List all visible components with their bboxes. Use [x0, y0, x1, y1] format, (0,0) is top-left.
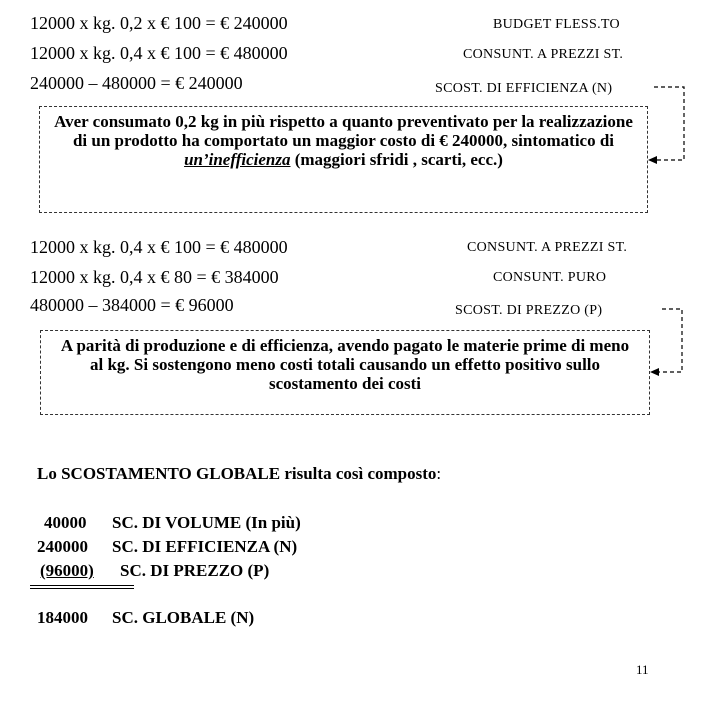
calc-consuntivo-puro-line: 12000 x kg. 0,4 x € 80 = € 384000 [30, 267, 279, 287]
page-number: 11 [636, 662, 649, 677]
calc-consuntivo-standard-line: 12000 x kg. 0,4 x € 100 = € 480000 [30, 237, 288, 257]
summary-total-amount: 184000 [37, 608, 88, 627]
label-consuntivo-puro: CONSUNT. PURO [493, 270, 607, 285]
calc-consuntivo-line: 12000 x kg. 0,4 x € 100 = € 480000 [30, 43, 288, 63]
label-scostamento-prezzo: SCOST. DI PREZZO (P) [455, 303, 603, 318]
label-consuntivo-prezzi-standard: CONSUNT. A PREZZI ST. [463, 47, 624, 62]
summary-row-efficiency-label: SC. DI EFFICIENZA (N) [112, 537, 298, 556]
calc-price-difference-line: 480000 – 384000 = € 96000 [30, 295, 234, 315]
summary-heading: Lo SCOSTAMENTO GLOBALE risulta così composto: [37, 464, 442, 483]
emphasis-inefficiency: un’inefficienza [184, 150, 291, 169]
label-consuntivo-prezzi-standard-2: CONSUNT. A PREZZI ST. [467, 240, 628, 255]
label-scostamento-efficienza: SCOST. DI EFFICIENZA (N) [435, 81, 613, 96]
summary-row-price-amount: (96000) [40, 561, 94, 580]
calc-difference-line: 240000 – 480000 = € 240000 [30, 73, 243, 93]
summary-total-label: SC. GLOBALE (N) [112, 608, 255, 627]
label-budget-flessibile: BUDGET FLESS.TO [493, 17, 620, 32]
total-double-underline [30, 585, 134, 589]
efficiency-explanation-text: Aver consumato 0,2 kg in più rispetto a quanto preventivato per la realizzazione di un prodotto ha comportato un maggior costo di € 240000, sintomatico di un’inefficienza (maggiori sfridi , scarti, ecc.) [54, 112, 633, 169]
summary-row-efficiency-amount: 240000 [37, 537, 88, 556]
price-explanation-text: A parità di produzione e di efficienza, avendo pagato le materie prime di meno al kg. Si sostengono meno costi totali causando un effetto positivo sullo scostamento dei costi [60, 336, 630, 393]
calc-budget-line: 12000 x kg. 0,2 x € 100 = € 240000 [30, 13, 288, 33]
summary-row-volume-amount: 40000 [44, 513, 87, 532]
summary-row-volume-label: SC. DI VOLUME (In più) [112, 513, 301, 532]
summary-row-price-label: SC. DI PREZZO (P) [120, 561, 270, 580]
